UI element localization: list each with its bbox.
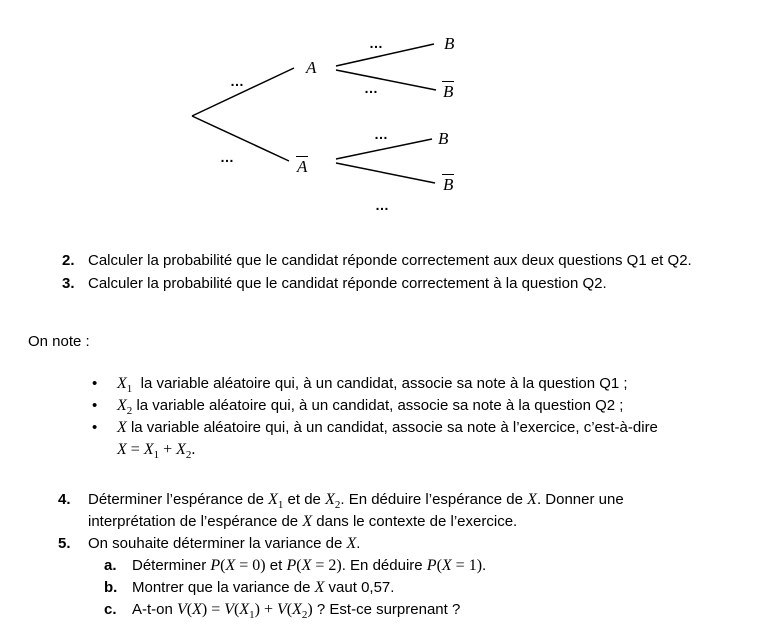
branch-a-bar-b-bar [336,163,435,183]
question-text: On souhaite déterminer la variance de X. [88,535,361,552]
question-list-2-3 [62,249,692,295]
item-number: 5. [58,535,71,552]
branch-a-bar-b [336,139,432,159]
branch-probability-placeholder: … [364,80,380,96]
question-text: Calculer la probabilité que le candidat réponde correctement aux deux questions Q1 et Q2. [88,252,692,269]
sub-question-a [104,555,486,577]
sub-question-b [104,577,486,599]
question-item-2 [62,249,692,272]
question-text: interprétation de l’espérance de X dans le contexte de l’exercice. [88,513,518,530]
tree-node-b-bar-given-a-bar: B [443,175,454,194]
tree-node-b-given-a: B [444,34,455,53]
tree-node-b-bar-given-a: B [443,82,454,101]
bullet-icon: • [92,397,98,414]
item-number: 3. [62,275,75,292]
branch-probability-placeholder: … [220,149,236,165]
sub-question-list [104,555,486,621]
question-item-5 [58,533,624,621]
sub-item-letter: a. [104,557,117,574]
tree-node-b-given-a-bar: B [438,129,449,148]
notation-text: $X_1$ la variable aléatoire qui, à un candidat, associe sa note à la question Q1 ; [117,375,628,396]
branch-root-a-bar [192,116,289,161]
item-number: 2. [62,252,75,269]
item-number: 4. [58,491,71,508]
branch-a-b-bar [336,70,436,90]
notation-text: $X_2$ la variable aléatoire qui, à un candidat, associe sa note à la question Q2 ; [117,397,624,418]
sub-question-text: Déterminer P(X = 0) et P(X = 2). En déduire P(X = 1). [132,557,487,574]
note-heading: On note : [28,333,90,350]
notation-item-x2 [92,395,658,417]
sub-question-c [104,599,486,621]
notation-item-x1 [92,373,658,395]
branch-probability-placeholder: … [375,197,391,213]
sub-question-text: A-t-on $V(X) = V(X_1) + V(X_2)$ ? Est-ce surprenant ? [132,601,461,622]
question-list-4-5 [58,489,624,621]
branch-probability-placeholder: … [369,35,385,51]
sub-question-text: Montrer que la variance de X vaut 0,57. [132,579,395,596]
branch-probability-placeholder: … [230,73,246,89]
notation-equation: $X = X_1 + X_2$. [117,441,196,462]
notation-text: X la variable aléatoire qui, à un candidat, associe sa note à l’exercice, c’est-à-dire [117,419,658,436]
question-text: Déterminer l’espérance de $X_1$ et de $X_2$. En déduire l’espérance de X. Donner une [88,491,624,512]
notation-bullet-list [92,373,658,461]
question-item-3 [62,272,692,295]
probability-tree [0,0,778,235]
tree-node-a: A [306,58,317,77]
tree-node-a-bar: A [297,157,308,176]
bullet-icon: • [92,375,98,392]
notation-item-x [92,417,658,461]
sub-item-letter: c. [104,601,117,618]
branch-probability-placeholder: … [374,126,390,142]
bullet-icon: • [92,419,98,436]
sub-item-letter: b. [104,579,118,596]
question-text: Calculer la probabilité que le candidat réponde correctement à la question Q2. [88,275,607,292]
branch-a-b [336,44,434,66]
question-item-4 [58,489,624,533]
